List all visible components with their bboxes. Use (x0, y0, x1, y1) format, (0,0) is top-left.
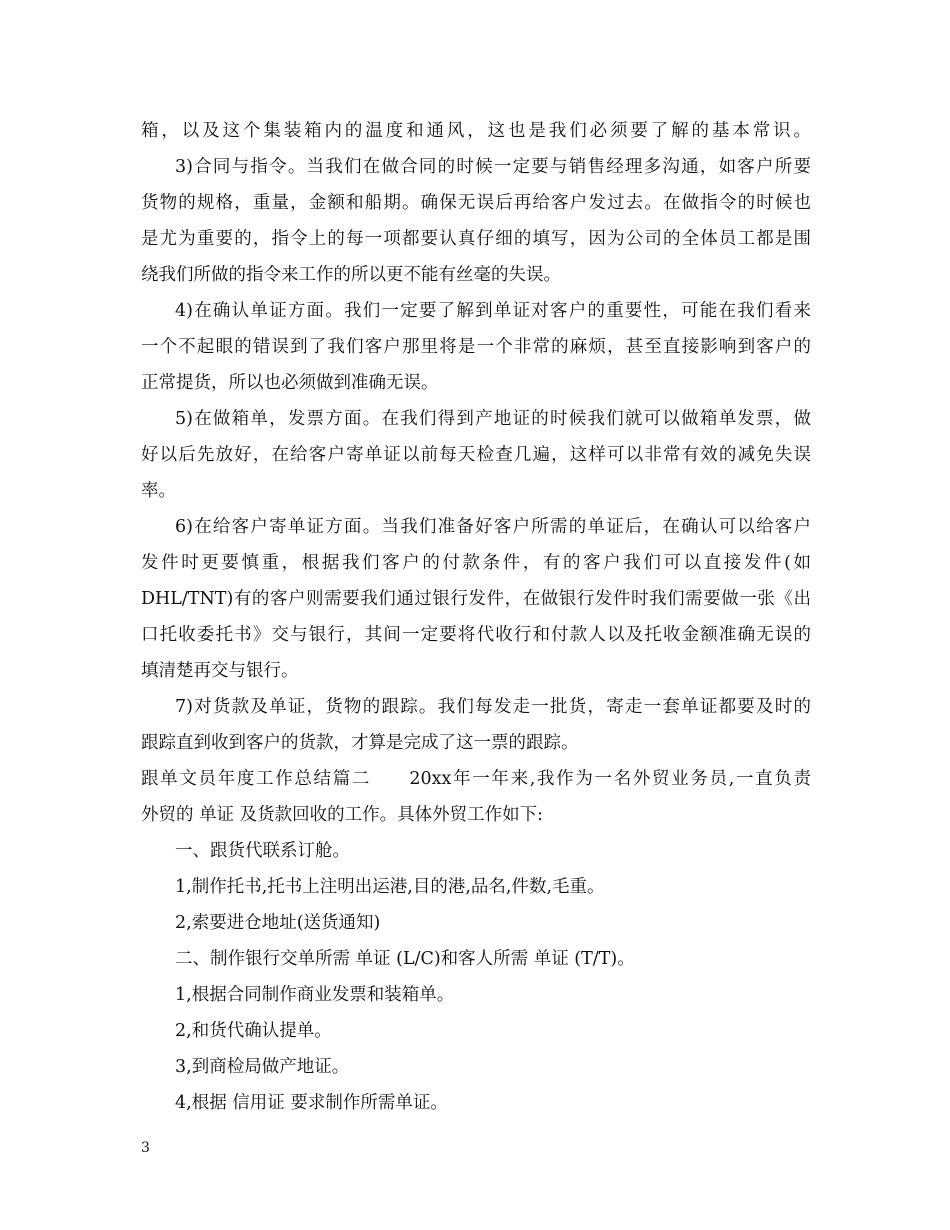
text-line: 5)在做箱单，发票方面。在我们得到产地证的时候我们就可以做箱单发票，做 (175, 409, 811, 429)
text-line: 率。 (141, 481, 176, 501)
page-number: 3 (141, 1140, 150, 1156)
text-line: 货物的规格，重量，金额和船期。确保无误后再给客户发过去。在做指令的时候也 (141, 193, 811, 213)
text-line: 3,到商检局做产地证。 (175, 1057, 350, 1077)
text-line: DHL/TNT)有的客户则需要我们通过银行发件，在做银行发件时我们需要做一张《出 (141, 589, 811, 609)
text-line: 2,和货代确认提单。 (175, 1021, 332, 1041)
text-line: 3)合同与指令。当我们在做合同的时候一定要与销售经理多沟通，如客户所要 (175, 157, 811, 177)
text-line: 一、跟货代联系订舱。 (175, 841, 350, 861)
text-line: 跟踪直到收到客户的货款，才算是完成了这一票的跟踪。 (141, 733, 579, 753)
text-line: 填清楚再交与银行。 (141, 661, 299, 681)
text-line: 1,根据合同制作商业发票和装箱单。 (175, 985, 455, 1005)
text-line: 一个不起眼的错误到了我们客户那里将是一个非常的麻烦，甚至直接影响到客户的 (141, 337, 811, 357)
text-line: 1,制作托书,托书上注明出运港,目的港,品名,件数,毛重。 (175, 877, 605, 897)
text-line: 绕我们所做的指令来工作的所以更不能有丝毫的失误。 (141, 265, 561, 285)
text-line: 4,根据 信用证 要求制作所需单证。 (175, 1093, 448, 1113)
text-line: 是尤为重要的，指令上的每一项都要认真仔细的填写，因为公司的全体员工都是围 (141, 229, 811, 249)
text-line: 箱，以及这个集装箱内的温度和通风，这也是我们必须要了解的基本常识。 (141, 121, 811, 141)
text-line: 二、制作银行交单所需 单证 (L/C)和客人所需 单证 (T/T)。 (175, 949, 635, 969)
text-line: 发件时更要慎重，根据我们客户的付款条件，有的客户我们可以直接发件(如 (141, 553, 811, 573)
text-line: 4)在确认单证方面。我们一定要了解到单证对客户的重要性，可能在我们看来 (175, 301, 811, 321)
document-body (141, 113, 811, 1121)
text-line: 2,索要进仓地址(送货通知) (175, 913, 381, 933)
text-line: 外贸的 单证 及货款回收的工作。具体外贸工作如下: (141, 805, 544, 825)
text-line: 6)在给客户寄单证方面。当我们准备好客户所需的单证后，在确认可以给客户 (175, 517, 811, 537)
text-line: 跟单文员年度工作总结篇二 20xx年一年来,我作为一名外贸业务员,一直负责 (141, 769, 811, 789)
text-line: 口托收委托书》交与银行，其间一定要将代收行和付款人以及托收金额准确无误的 (141, 625, 811, 645)
text-line: 7)对货款及单证，货物的跟踪。我们每发走一批货，寄走一套单证都要及时的 (175, 697, 811, 717)
text-line: 正常提货，所以也必须做到准确无误。 (141, 373, 439, 393)
text-line: 好以后先放好，在给客户寄单证以前每天检查几遍，这样可以非常有效的减免失误 (141, 445, 811, 465)
